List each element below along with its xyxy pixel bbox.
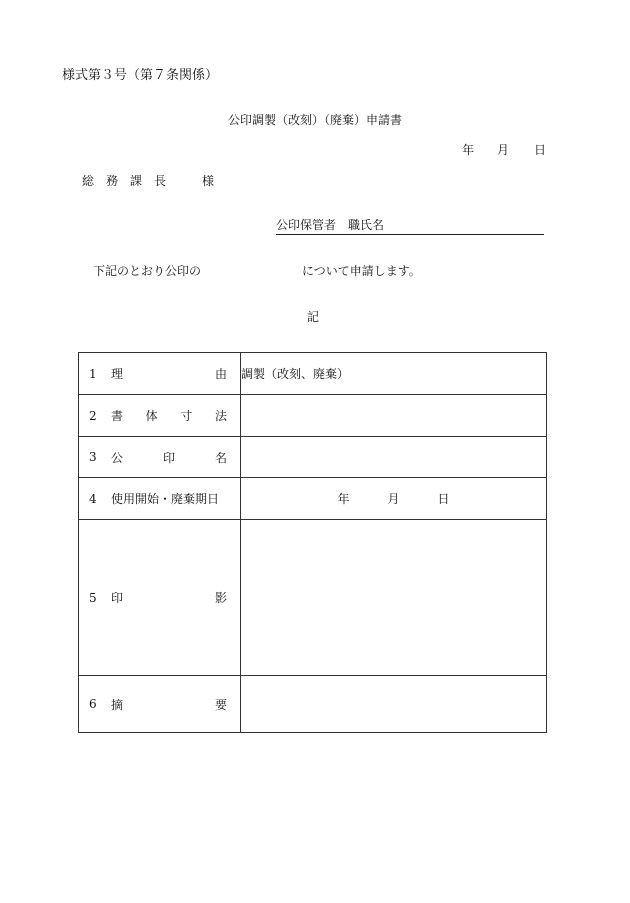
table-row [79,520,547,676]
request-text-suffix: について申請します。 [302,264,421,278]
item-label-char: 由 [214,367,227,381]
item-number: 1 [89,366,97,381]
item-label-cell [79,520,241,676]
item-number: 2 [89,408,97,423]
item-number: 5 [89,590,97,605]
items-table [78,352,547,733]
item-number: 6 [89,697,97,711]
item-label-char: 摘 [111,697,124,712]
item-label-cell [79,478,241,520]
applicant-line [276,216,544,235]
item-label-cell [79,395,241,437]
form-number: 様式第３号（第７条関係） [62,68,219,83]
table-row [79,353,547,395]
table-row [79,676,547,733]
ki-heading: 記 [307,310,320,324]
addressee: 総 務 課 長 様 [82,174,215,188]
table-row [79,478,547,520]
item-value-cell [241,437,547,478]
item-value-cell [241,395,547,437]
item-label-char: 印 [162,450,175,465]
item-label-char: 名 [214,450,227,465]
item4-date [241,490,546,507]
item-value-cell [241,353,547,395]
item-number: 3 [89,450,97,464]
item-label-char: 理 [111,367,124,381]
item-label-char: 寸 [180,409,193,423]
item-label-char: 印 [111,591,124,605]
table-row [79,395,547,437]
item4-date-day: 日 [437,492,450,506]
item-label-cell [79,353,241,395]
item-number: 4 [89,491,97,506]
item-label-char: 公 [111,450,124,465]
item-label-text: 使用開始・廃棄期日 [111,492,220,506]
item4-date-year: 年 [337,492,350,506]
item-label-char: 体 [145,409,158,423]
table-row [79,437,547,478]
item-label-char: 書 [111,409,124,423]
item4-date-month: 月 [387,492,400,506]
item-label-char: 要 [214,697,227,712]
item-label-cell [79,676,241,733]
header-date-day: 日 [534,143,547,157]
item-label-char: 法 [214,409,227,423]
applicant-label: 公印保管者 職氏名 [276,218,385,232]
item-value-cell [241,676,547,733]
header-date-year: 年 [462,143,475,157]
item-value-cell [241,478,547,520]
item-value-reason: 調製（改刻、廃棄） [241,367,350,381]
header-date-month: 月 [497,143,510,157]
item-value-cell [241,520,547,676]
document-title: 公印調製（改刻）（廃棄）申請書 [228,113,403,127]
item-label-cell [79,437,241,478]
request-text-prefix: 下記のとおり公印の [93,264,202,278]
item-label-char: 影 [214,591,227,605]
